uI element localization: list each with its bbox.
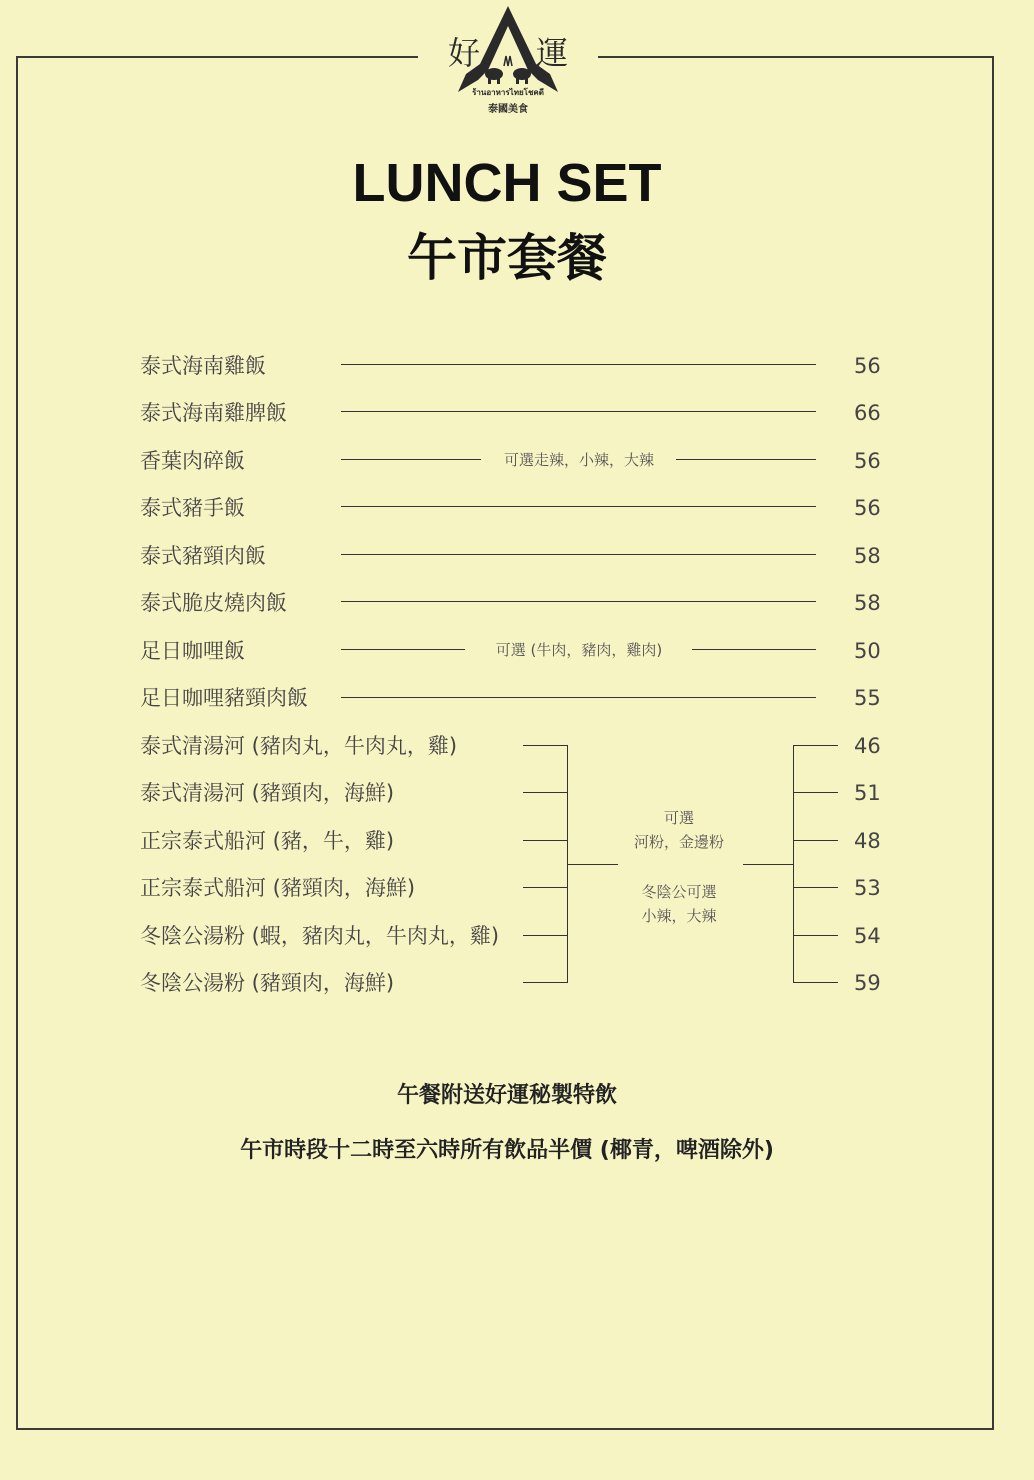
tomyum-choice-line1: 冬陰公可選 xyxy=(641,883,717,901)
menu-item-price: 66 xyxy=(854,401,881,425)
leader-line xyxy=(341,364,816,365)
leader-line xyxy=(341,506,816,507)
menu-item-name: 泰式清湯河 (豬頸肉，海鮮) xyxy=(140,781,395,805)
menu-item-name: 冬陰公湯粉 (蝦，豬肉丸，牛肉丸，雞) xyxy=(140,924,500,948)
menu-item-name: 泰式海南雞脾飯 xyxy=(140,401,287,425)
spice-option-note: 可選走辣，小辣，大辣 xyxy=(503,451,654,469)
leader-line xyxy=(341,411,816,412)
menu-item-name: 正宗泰式船河 (豬，牛，雞) xyxy=(140,829,395,853)
leader-line xyxy=(341,459,481,460)
leader-line xyxy=(341,554,816,555)
menu-item-name: 泰式豬手飯 xyxy=(140,496,245,520)
bracket-tick xyxy=(793,840,838,841)
logo-char-right: 運 xyxy=(536,34,569,72)
bracket-tick xyxy=(523,982,568,983)
page-title-chinese: 午市套餐 xyxy=(407,229,607,287)
bracket-tick xyxy=(523,935,568,936)
bracket-tick xyxy=(793,792,838,793)
right-bracket-connector xyxy=(743,864,793,865)
left-bracket-connector xyxy=(568,864,618,865)
bracket-tick xyxy=(523,745,568,746)
bracket-tick xyxy=(523,887,568,888)
menu-item-price: 50 xyxy=(854,639,881,663)
menu-item-price: 46 xyxy=(854,734,881,758)
noodle-choice-line2: 河粉，金邊粉 xyxy=(633,833,724,851)
logo-char-left: 好 xyxy=(448,34,481,72)
restaurant-logo xyxy=(418,0,598,124)
logo-thai-text: ร้านอาหารไทยโชคดี xyxy=(472,88,544,97)
menu-item-price: 54 xyxy=(854,924,881,948)
leader-line xyxy=(341,649,465,650)
menu-item-name: 足日咖哩豬頸肉飯 xyxy=(140,686,308,710)
menu-item-name: 泰式豬頸肉飯 xyxy=(140,544,266,568)
menu-item-name: 泰式海南雞飯 xyxy=(140,354,266,378)
menu-item-name: 正宗泰式船河 (豬頸肉，海鮮) xyxy=(140,876,416,900)
bracket-tick xyxy=(793,745,838,746)
bracket-tick xyxy=(793,935,838,936)
leader-line xyxy=(341,601,816,602)
right-bracket xyxy=(793,745,794,982)
bracket-tick xyxy=(793,887,838,888)
curry-option-note: 可選 (牛肉，豬肉，雞肉) xyxy=(495,641,663,659)
tomyum-choice-line2: 小辣，大辣 xyxy=(641,907,717,925)
menu-item-price: 55 xyxy=(854,686,881,710)
free-drink-note: 午餐附送好運秘製特飲 xyxy=(396,1083,617,1108)
menu-item-name: 香葉肉碎飯 xyxy=(140,449,245,473)
menu-item-name: 足日咖哩飯 xyxy=(140,639,245,663)
page-title-english: LUNCH SET xyxy=(352,153,662,213)
logo-sub-text: 泰國美食 xyxy=(488,104,528,115)
menu-item-name: 泰式清湯河 (豬肉丸，牛肉丸，雞) xyxy=(140,734,458,758)
noodle-choice-line1: 可選 xyxy=(663,809,694,827)
leader-line xyxy=(341,697,816,698)
menu-item-name: 泰式脆皮燒肉飯 xyxy=(140,591,287,615)
menu-item-name: 冬陰公湯粉 (豬頸肉，海鮮) xyxy=(140,971,395,995)
menu-item-price: 58 xyxy=(854,591,881,615)
menu-item-price: 56 xyxy=(854,496,881,520)
menu-item-price: 59 xyxy=(854,971,881,995)
half-price-drink-note: 午市時段十二時至六時所有飲品半價 (椰青，啤酒除外) xyxy=(240,1138,774,1163)
menu-item-price: 53 xyxy=(854,876,881,900)
menu-item-price: 48 xyxy=(854,829,881,853)
bracket-tick xyxy=(523,840,568,841)
menu-item-price: 56 xyxy=(854,449,881,473)
menu-item-price: 51 xyxy=(854,781,881,805)
menu-item-price: 56 xyxy=(854,354,881,378)
bracket-tick xyxy=(793,982,838,983)
menu-item-price: 58 xyxy=(854,544,881,568)
leader-line xyxy=(692,649,816,650)
leader-line xyxy=(676,459,816,460)
bracket-tick xyxy=(523,792,568,793)
